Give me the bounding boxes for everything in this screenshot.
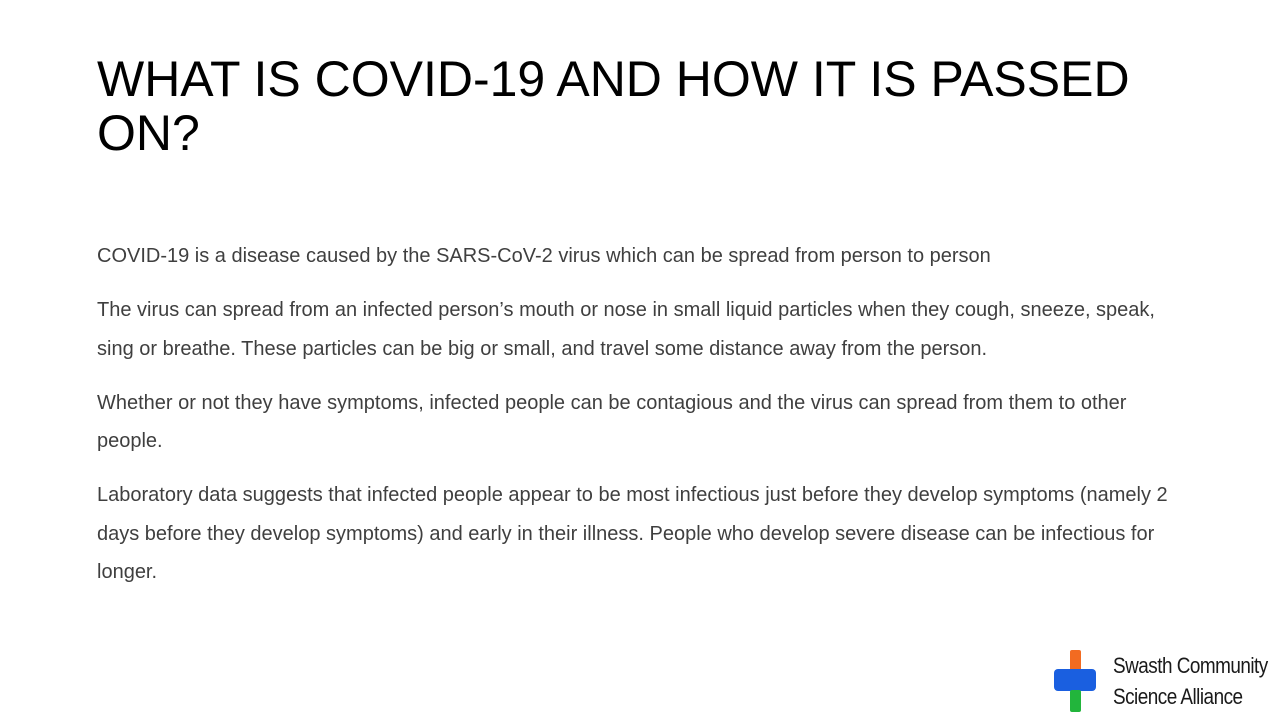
- paragraph-definition: COVID-19 is a disease caused by the SARS-CoV-2 virus which can be spread from person to person: [97, 245, 991, 267]
- paragraph-infectious-period: Laboratory data suggests that infected people appear to be most infectious just before they develop symptoms (namely 2 days before they develop symptoms) and early in their illness. People who develop severe disease can be infectious for longer.: [97, 484, 1168, 583]
- logo-cross-bottom: [1070, 690, 1081, 712]
- logo-text-line2: Science Alliance: [1113, 684, 1243, 709]
- logo-text: [1113, 650, 1268, 712]
- swasth-logo: [1054, 650, 1276, 712]
- logo-cross-middle: [1054, 669, 1096, 691]
- slide-body: [97, 237, 1182, 607]
- logo-cross-top: [1070, 650, 1081, 672]
- paragraph-contagious: Whether or not they have symptoms, infected people can be contagious and the virus can spread from them to other people.: [97, 391, 1127, 452]
- slide-title: WHAT IS COVID-19 AND HOW IT IS PASSED ON?: [97, 51, 1130, 161]
- paragraph-transmission: The virus can spread from an infected person’s mouth or nose in small liquid particles when they cough, sneeze, speak, sing or breathe. These particles can be big or small, and travel some distance away from the person.: [97, 299, 1155, 360]
- plus-cross-icon: [1054, 650, 1096, 712]
- logo-text-line1: Swasth Community: [1113, 653, 1268, 678]
